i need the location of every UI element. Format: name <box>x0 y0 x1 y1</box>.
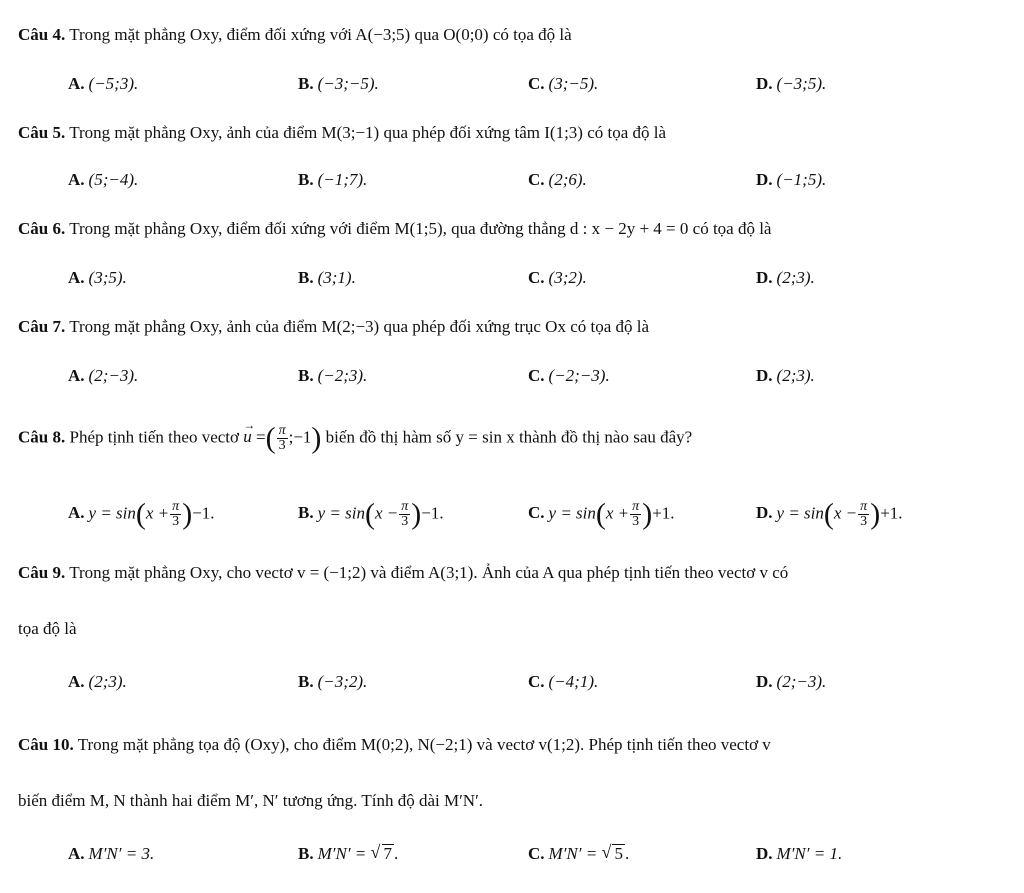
option-label: A. <box>68 844 85 863</box>
option-label: D. <box>756 170 773 189</box>
square-root: √ 5 <box>601 842 623 863</box>
question-7-stem <box>18 316 649 338</box>
option-b[interactable]: B. y = sin(x − $\frac{\pi}{3}$ )−1. <box>298 497 444 531</box>
option-b[interactable] <box>298 364 367 388</box>
option-label: A. <box>68 268 85 287</box>
question-4-options <box>0 72 1024 102</box>
question-text: tọa độ là <box>18 619 77 638</box>
question-label: Câu 6. <box>18 219 66 238</box>
option-label: C. <box>528 74 545 93</box>
option-c[interactable] <box>528 842 629 866</box>
option-label: C. <box>528 672 545 691</box>
option-text: (−4;1). <box>548 672 599 691</box>
option-label: D. <box>756 672 773 691</box>
option-text: (2;6). <box>548 170 587 189</box>
option-label: D. <box>756 503 773 523</box>
option-prefix: y = sin <box>88 503 136 523</box>
option-label: B. <box>298 366 314 385</box>
question-label: Câu 8. <box>18 427 66 447</box>
option-c[interactable] <box>528 364 610 388</box>
option-a[interactable] <box>68 364 138 388</box>
option-text: (3;2). <box>548 268 587 287</box>
question-8-stem: Câu 8. Phép tịnh tiến theo vectơ → u =( $\frac{\pi}{3}$ ;−1) biến đồ thị hàm số y = sin x thành đồ thị nào sau đây? <box>18 424 692 453</box>
question-text: Trong mặt phẳng Oxy, ảnh của điểm M(3;−1) qua phép đối xứng tâm I(1;3) có tọa độ là <box>69 123 667 142</box>
option-text: (−3;2). <box>317 672 368 691</box>
option-label: A. <box>68 672 85 691</box>
option-prefix: y = sin <box>317 503 365 523</box>
option-label: A. <box>68 503 85 523</box>
question-label: Câu 9. <box>18 563 66 582</box>
question-9-options <box>0 670 1024 700</box>
option-b[interactable] <box>298 670 367 694</box>
question-10-options <box>0 842 1024 872</box>
option-label: B. <box>298 503 314 523</box>
option-prefix: M′N′ = <box>317 844 367 863</box>
option-text: (3;−5). <box>548 74 599 93</box>
option-c[interactable] <box>528 670 598 694</box>
option-d[interactable] <box>756 72 826 96</box>
square-root: √ 7 <box>370 842 393 863</box>
option-c[interactable] <box>528 168 587 192</box>
question-label: Câu 4. <box>18 25 66 44</box>
option-suffix: . <box>394 844 399 863</box>
question-label: Câu 7. <box>18 317 66 336</box>
option-label: C. <box>528 366 545 385</box>
option-text: M′N′ = 3. <box>88 844 155 863</box>
option-text: (2;−3). <box>88 366 139 385</box>
question-text: Trong mặt phẳng Oxy, điểm đối xứng với điểm M(1;5), qua đường thẳng d : x − 2y + 4 = 0 có tọa độ là <box>69 219 772 238</box>
vector-rest: ;−1 <box>288 427 312 447</box>
option-b[interactable] <box>298 168 367 192</box>
option-a[interactable]: A. y = sin(x + $\frac{\pi}{3}$ )−1. <box>68 497 215 531</box>
option-label: A. <box>68 366 85 385</box>
option-prefix: M′N′ = <box>548 844 598 863</box>
option-label: B. <box>298 268 314 287</box>
option-d[interactable]: D. y = sin(x − $\frac{\pi}{3}$ )+1. <box>756 497 903 531</box>
option-text: (2;−3). <box>776 672 827 691</box>
option-suffix: −1. <box>421 503 444 523</box>
option-suffix: +1. <box>652 503 675 523</box>
question-6-stem <box>18 218 771 240</box>
option-label: A. <box>68 170 85 189</box>
option-prefix: y = sin <box>776 503 824 523</box>
option-b[interactable] <box>298 842 398 866</box>
option-text: (−1;5). <box>776 170 827 189</box>
option-d[interactable] <box>756 364 815 388</box>
question-5-stem <box>18 122 666 144</box>
option-d[interactable] <box>756 168 826 192</box>
option-text: (5;−4). <box>88 170 139 189</box>
question-text-after: biến đồ thị hàm số y = sin x thành đồ thị nào sau đây? <box>325 427 693 447</box>
question-label: Câu 5. <box>18 123 66 142</box>
option-a[interactable] <box>68 72 138 96</box>
option-label: A. <box>68 74 85 93</box>
question-text: Trong mặt phẳng tọa độ (Oxy), cho điểm M(0;2), N(−2;1) và vectơ v(1;2). Phép tịnh tiến theo vectơ v <box>77 735 771 754</box>
option-label: B. <box>298 170 314 189</box>
option-label: C. <box>528 844 545 863</box>
question-5-options <box>0 168 1024 198</box>
option-label: D. <box>756 268 773 287</box>
question-text: Trong mặt phẳng Oxy, cho vectơ v = (−1;2) và điểm A(3;1). Ảnh của A qua phép tịnh tiến theo vectơ v có <box>69 563 789 582</box>
option-d[interactable] <box>756 670 826 694</box>
option-a[interactable] <box>68 168 138 192</box>
option-text: (−2;3). <box>317 366 368 385</box>
option-text: (−3;−5). <box>317 74 379 93</box>
option-prefix: y = sin <box>548 503 596 523</box>
option-suffix: +1. <box>880 503 903 523</box>
option-label: B. <box>298 844 314 863</box>
option-inner: x − <box>374 503 399 523</box>
question-text-before: Phép tịnh tiến theo vectơ <box>69 427 239 447</box>
option-c[interactable]: C. y = sin(x + $\frac{\pi}{3}$ )+1. <box>528 497 675 531</box>
option-label: B. <box>298 74 314 93</box>
option-c[interactable] <box>528 266 587 290</box>
option-c[interactable] <box>528 72 598 96</box>
question-text: Trong mặt phẳng Oxy, điểm đối xứng với A(−3;5) qua O(0;0) có tọa độ là <box>69 25 572 44</box>
question-9-stem-line1 <box>18 562 788 584</box>
option-a[interactable] <box>68 670 127 694</box>
question-8-options <box>0 497 1024 531</box>
option-text: (3;5). <box>88 268 127 287</box>
vector-u: → u <box>243 426 252 448</box>
option-suffix: −1. <box>192 503 215 523</box>
option-a[interactable] <box>68 266 127 290</box>
option-suffix: . <box>624 844 630 863</box>
option-text: (2;3). <box>776 268 815 287</box>
option-d[interactable] <box>756 842 842 866</box>
question-10-stem-line1 <box>18 734 771 756</box>
option-label: C. <box>528 268 545 287</box>
question-6-options <box>0 266 1024 296</box>
option-text: (−2;−3). <box>548 366 610 385</box>
option-text: (2;3). <box>88 672 127 691</box>
option-label: C. <box>528 170 545 189</box>
option-label: D. <box>756 74 773 93</box>
question-text: Trong mặt phẳng Oxy, ảnh của điểm M(2;−3) qua phép đối xứng trục Ox có tọa độ là <box>69 317 650 336</box>
question-10-stem-line2 <box>18 790 483 812</box>
question-4-stem <box>18 24 572 46</box>
option-text: (−3;5). <box>776 74 827 93</box>
option-d[interactable] <box>756 266 815 290</box>
question-9-stem-line2 <box>18 618 77 640</box>
option-text: (−1;7). <box>317 170 368 189</box>
question-label: Câu 10. <box>18 735 74 754</box>
option-b[interactable] <box>298 266 356 290</box>
option-text: (2;3). <box>776 366 815 385</box>
option-label: C. <box>528 503 545 523</box>
option-inner: x − <box>833 503 858 523</box>
option-label: B. <box>298 672 314 691</box>
question-text: biến điểm M, N thành hai điểm M′, N′ tương ứng. Tính độ dài M′N′. <box>18 791 484 810</box>
option-label: D. <box>756 366 773 385</box>
fraction-pi-over-3: $\frac{\pi}{3}$ <box>278 423 286 453</box>
option-text: (−5;3). <box>88 74 139 93</box>
option-text: (3;1). <box>317 268 356 287</box>
option-a[interactable] <box>68 842 154 866</box>
option-b[interactable] <box>298 72 379 96</box>
option-inner: x + <box>145 503 170 523</box>
option-inner: x + <box>605 503 630 523</box>
question-7-options <box>0 364 1024 394</box>
option-label: D. <box>756 844 773 863</box>
option-text: M′N′ = 1. <box>776 844 843 863</box>
